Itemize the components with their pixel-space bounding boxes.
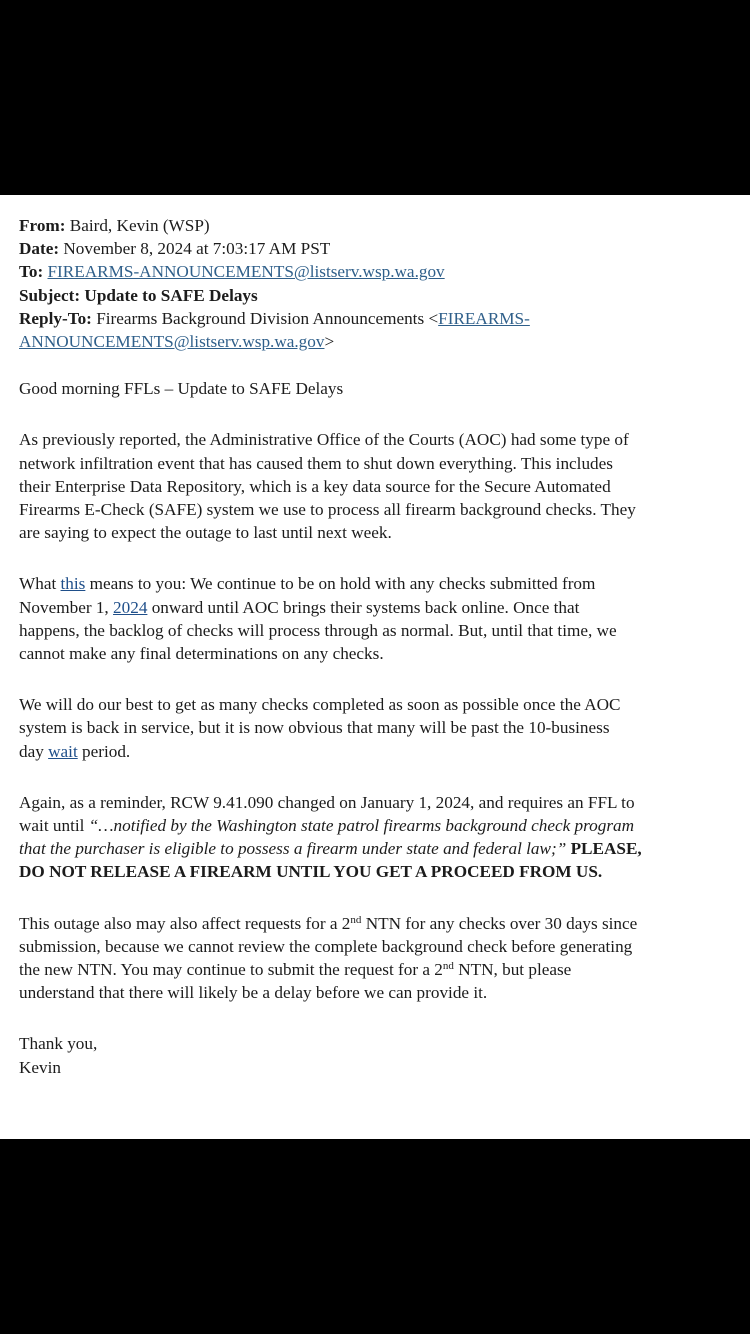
closing-thanks: Thank you, xyxy=(19,1034,98,1054)
to-line: To: FIREARMS-ANNOUNCEMENTS@listserv.wsp.wa.gov xyxy=(19,262,445,282)
reply-to-email-link-part1[interactable]: FIREARMS- xyxy=(438,308,530,328)
reply-to-email-link-part2[interactable]: ANNOUNCEMENTS@listserv.wsp.wa.gov xyxy=(19,332,325,352)
warning-text: DO NOT RELEASE A FIREARM UNTIL YOU GET A PROCEED FROM US. xyxy=(19,862,603,882)
bottom-black-bar xyxy=(0,1139,750,1334)
sender-name: Baird, Kevin (WSP) xyxy=(69,216,210,235)
reply-to-line: Reply-To: Firearms Background Division Announcements <FIREARMS- ANNOUNCEMENTS@listserv.wsp.wa.gov> xyxy=(19,308,530,352)
greeting: Good morning FFLs – Update to SAFE Delays xyxy=(19,379,344,399)
paragraph-backlog: We will do our best to get as many checks completed as soon as possible once the AOC system is back in service, but it is now obvious that many will be past the 10-business day wait period. xyxy=(19,695,621,761)
paragraph-ntn: This outage also may also affect requests for a 2nd NTN for any checks over 30 days since submission, because we cannot review the complete background check before generating the new NTN. You may continue to submit the request for a 2nd NTN, but please understand that there will likely be a delay before we can provide it. xyxy=(19,913,638,1003)
paragraph-outage: As previously reported, the Administrative Office of the Courts (AOC) had some type of network infiltration event that has caused them to shut down everything. This includes their Enterprise Data Repository, which is a key data source for the Secure Automated Firearms E-Check (SAFE) system we use to process all firearm background checks. They are saying to expect the outage to last until next week. xyxy=(19,430,636,543)
from-line: From: Baird, Kevin (WSP) xyxy=(19,216,210,235)
date-line: Date: November 8, 2024 at 7:03:17 AM PST xyxy=(19,239,331,259)
subject-line: Subject: Update to SAFE Delays xyxy=(19,285,258,305)
sent-date: November 8, 2024 at 7:03:17 AM PST xyxy=(63,239,331,259)
to-email-link[interactable]: FIREARMS-ANNOUNCEMENTS@listserv.wsp.wa.gov xyxy=(47,262,445,282)
reply-to-name: Firearms Background Division Announcements xyxy=(96,308,425,328)
paragraph-reminder: Again, as a reminder, RCW 9.41.090 changed on January 1, 2024, and requires an FFL to wait until “…notified by the Washington state patrol firearms background check program that the purchaser is eligible to possess a firearm under state and federal law;” PLEASE, DO NOT RELEASE A FIREARM UNTIL YOU GET A PROCEED FROM US. xyxy=(19,792,642,882)
paragraph-impact: What this means to you: We continue to be on hold with any checks submitted from November 1, 2024 onward until AOC brings their systems back online. Once that happens, the backlog of checks will process through as normal. But, until that time, we cannot make any final determinations on any checks. xyxy=(19,574,617,664)
closing xyxy=(19,1032,736,1078)
subject-text: Update to SAFE Delays xyxy=(84,285,258,305)
signature-name: Kevin xyxy=(19,1057,62,1077)
top-black-bar xyxy=(0,0,750,195)
email-document xyxy=(0,195,750,1139)
